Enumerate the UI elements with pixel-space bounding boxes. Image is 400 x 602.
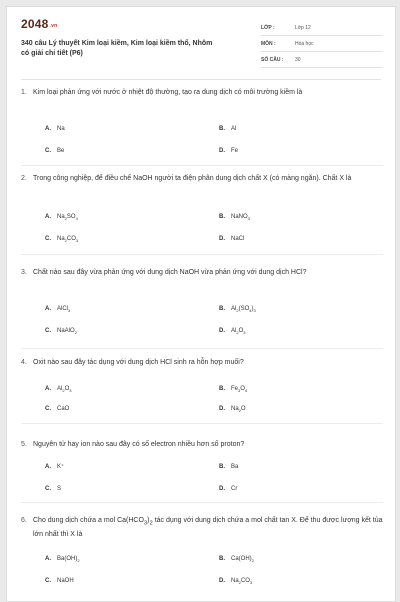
option-label: A.	[45, 386, 51, 392]
question-3	[21, 267, 383, 336]
question-text: Nguyên tử hay ion nào sau đây có số electron nhiều hơn số proton?	[33, 441, 245, 448]
option-label: A.	[45, 556, 51, 562]
answer-option-b[interactable]	[219, 463, 238, 471]
meta-key: SỐ CÂU :	[261, 57, 284, 63]
meta-row-grade	[261, 21, 383, 36]
option-label: B.	[219, 386, 225, 392]
answer-option-b[interactable]	[219, 213, 250, 223]
document-title: 340 câu Lý thuyết Kim loại kiềm, Kim loại kiềm thổ, Nhôm có giải chi tiết (P6)	[21, 40, 213, 57]
option-label: A.	[45, 464, 51, 470]
option-text: $Fe_3O_4$	[231, 386, 248, 394]
option-label: B.	[219, 126, 225, 132]
question-number: 4.	[21, 359, 27, 366]
question-text: Oxit nào sau đây tác dụng với dung dịch HCl sinh ra hỗn hợp muối?	[33, 359, 244, 366]
question-number: 2.	[21, 175, 27, 182]
answer-option-d[interactable]	[219, 405, 246, 415]
question-stem	[21, 439, 383, 450]
answer-option-c[interactable]	[45, 147, 64, 155]
option-text: $Ca(OH)_2$	[231, 556, 254, 564]
answer-option-d[interactable]	[219, 577, 252, 587]
header-divider	[21, 79, 381, 80]
answer-option-d[interactable]	[219, 327, 245, 337]
option-text: K⁺	[57, 464, 65, 470]
option-label: C.	[45, 486, 51, 492]
option-label: D.	[219, 578, 225, 584]
option-label: C.	[45, 148, 51, 154]
worksheet-page	[6, 6, 396, 602]
answer-option-d[interactable]	[219, 235, 244, 243]
option-label: A.	[45, 214, 51, 220]
answer-option-c[interactable]	[45, 485, 61, 493]
option-label: B.	[219, 464, 225, 470]
option-text: Cr	[231, 486, 238, 492]
meta-value: Hóa học	[295, 41, 314, 47]
question-5	[21, 439, 383, 492]
answer-option-b[interactable]	[219, 555, 254, 565]
answer-option-b[interactable]	[219, 125, 236, 133]
meta-row-count	[261, 53, 383, 68]
answer-option-c[interactable]	[45, 235, 78, 245]
option-text: NaCl	[231, 236, 245, 242]
answer-option-a[interactable]	[45, 385, 71, 395]
question-1	[21, 87, 383, 154]
question-number: 6.	[21, 517, 27, 524]
option-label: C.	[45, 578, 51, 584]
question-6	[21, 515, 383, 586]
answer-option-c[interactable]	[45, 327, 77, 337]
option-text: NaAlO$_2$	[57, 328, 77, 336]
option-label: C.	[45, 328, 51, 334]
option-label: D.	[219, 406, 225, 412]
option-label: C.	[45, 406, 51, 412]
answer-option-b[interactable]	[219, 385, 247, 395]
option-label: C.	[45, 236, 51, 242]
answer-option-c[interactable]	[45, 405, 69, 413]
question-number: 1.	[21, 89, 27, 96]
question-text: Cho dung dịch chứa a mol $Ca(HCO_3)_2$ tác dụng với dung dịch chứa a mol chất tan X. Để thu được lượng kết tủa lớn nhất thì X là	[33, 517, 383, 539]
answer-option-a[interactable]	[45, 213, 78, 223]
option-label: D.	[219, 236, 225, 242]
option-text: Na	[57, 126, 65, 132]
option-label: D.	[219, 148, 225, 154]
option-text: Fe	[231, 148, 239, 154]
option-text: NaOH	[57, 578, 74, 584]
option-text: $Na_2CO_3$	[231, 578, 253, 586]
question-stem	[21, 515, 383, 540]
meta-info	[261, 21, 383, 69]
option-text: NaNO$_3$	[231, 214, 250, 222]
option-text: $Ba(OH)_2$	[57, 556, 80, 564]
option-label: D.	[219, 486, 225, 492]
option-text: Al	[231, 126, 237, 132]
question-separator	[21, 254, 383, 255]
option-text: Ba	[231, 464, 239, 470]
question-number: 5.	[21, 441, 27, 448]
option-text: Be	[57, 148, 65, 154]
answer-option-a[interactable]	[45, 125, 65, 133]
question-2	[21, 173, 383, 244]
worksheet-header	[21, 17, 383, 77]
question-separator	[21, 165, 383, 166]
option-text: $Al_2O_3$	[231, 328, 246, 336]
question-text: Kim loại phản ứng với nước ở nhiệt độ thường, tạo ra dung dịch có môi trường kiềm là	[33, 89, 303, 96]
meta-row-subject	[261, 37, 383, 52]
answer-option-a[interactable]	[45, 305, 70, 315]
question-stem	[21, 87, 383, 98]
option-label: A.	[45, 126, 51, 132]
answer-option-b[interactable]	[219, 305, 256, 315]
question-text: Chất nào sau đây vừa phản ứng với dung dịch NaOH vừa phản ứng với dung dịch HCl?	[33, 269, 307, 276]
option-label: B.	[219, 556, 225, 562]
site-logo[interactable]: 2048.vn	[21, 17, 58, 31]
answer-option-a[interactable]	[45, 555, 80, 565]
question-separator	[21, 423, 383, 424]
option-text: $Na_2O$	[231, 406, 246, 414]
option-text: $Al_2O_3$	[57, 386, 72, 394]
answer-option-c[interactable]	[45, 577, 74, 585]
option-label: D.	[219, 328, 225, 334]
question-stem	[21, 357, 383, 368]
option-label: A.	[45, 306, 51, 312]
meta-value: 30	[295, 57, 301, 63]
option-text: $Na_2CO_3$	[57, 236, 79, 244]
answer-option-d[interactable]	[219, 485, 237, 493]
meta-value: Lớp 12	[295, 25, 311, 31]
option-text: S	[57, 486, 62, 492]
question-number: 3.	[21, 269, 27, 276]
option-text: AlCl$_3$	[57, 306, 71, 314]
option-text: CaO	[57, 406, 70, 412]
question-stem	[21, 173, 383, 184]
answer-option-d[interactable]	[219, 147, 238, 155]
option-label: B.	[219, 214, 225, 220]
option-label: B.	[219, 306, 225, 312]
question-text: Trong công nghiệp, để điều chế NaOH người ta điện phân dung dịch chất X (có màng ngăn). Chất X là	[33, 175, 352, 182]
option-text: $Na_2SO_4$	[57, 214, 78, 222]
question-stem	[21, 267, 383, 278]
question-separator	[21, 502, 383, 503]
meta-key: MÔN :	[261, 41, 276, 47]
question-separator	[21, 348, 383, 349]
option-text: $Al_2(SO_4)_3$	[231, 306, 256, 314]
meta-key: LỚP :	[261, 25, 275, 31]
question-4	[21, 357, 383, 414]
answer-option-a[interactable]	[45, 463, 64, 471]
